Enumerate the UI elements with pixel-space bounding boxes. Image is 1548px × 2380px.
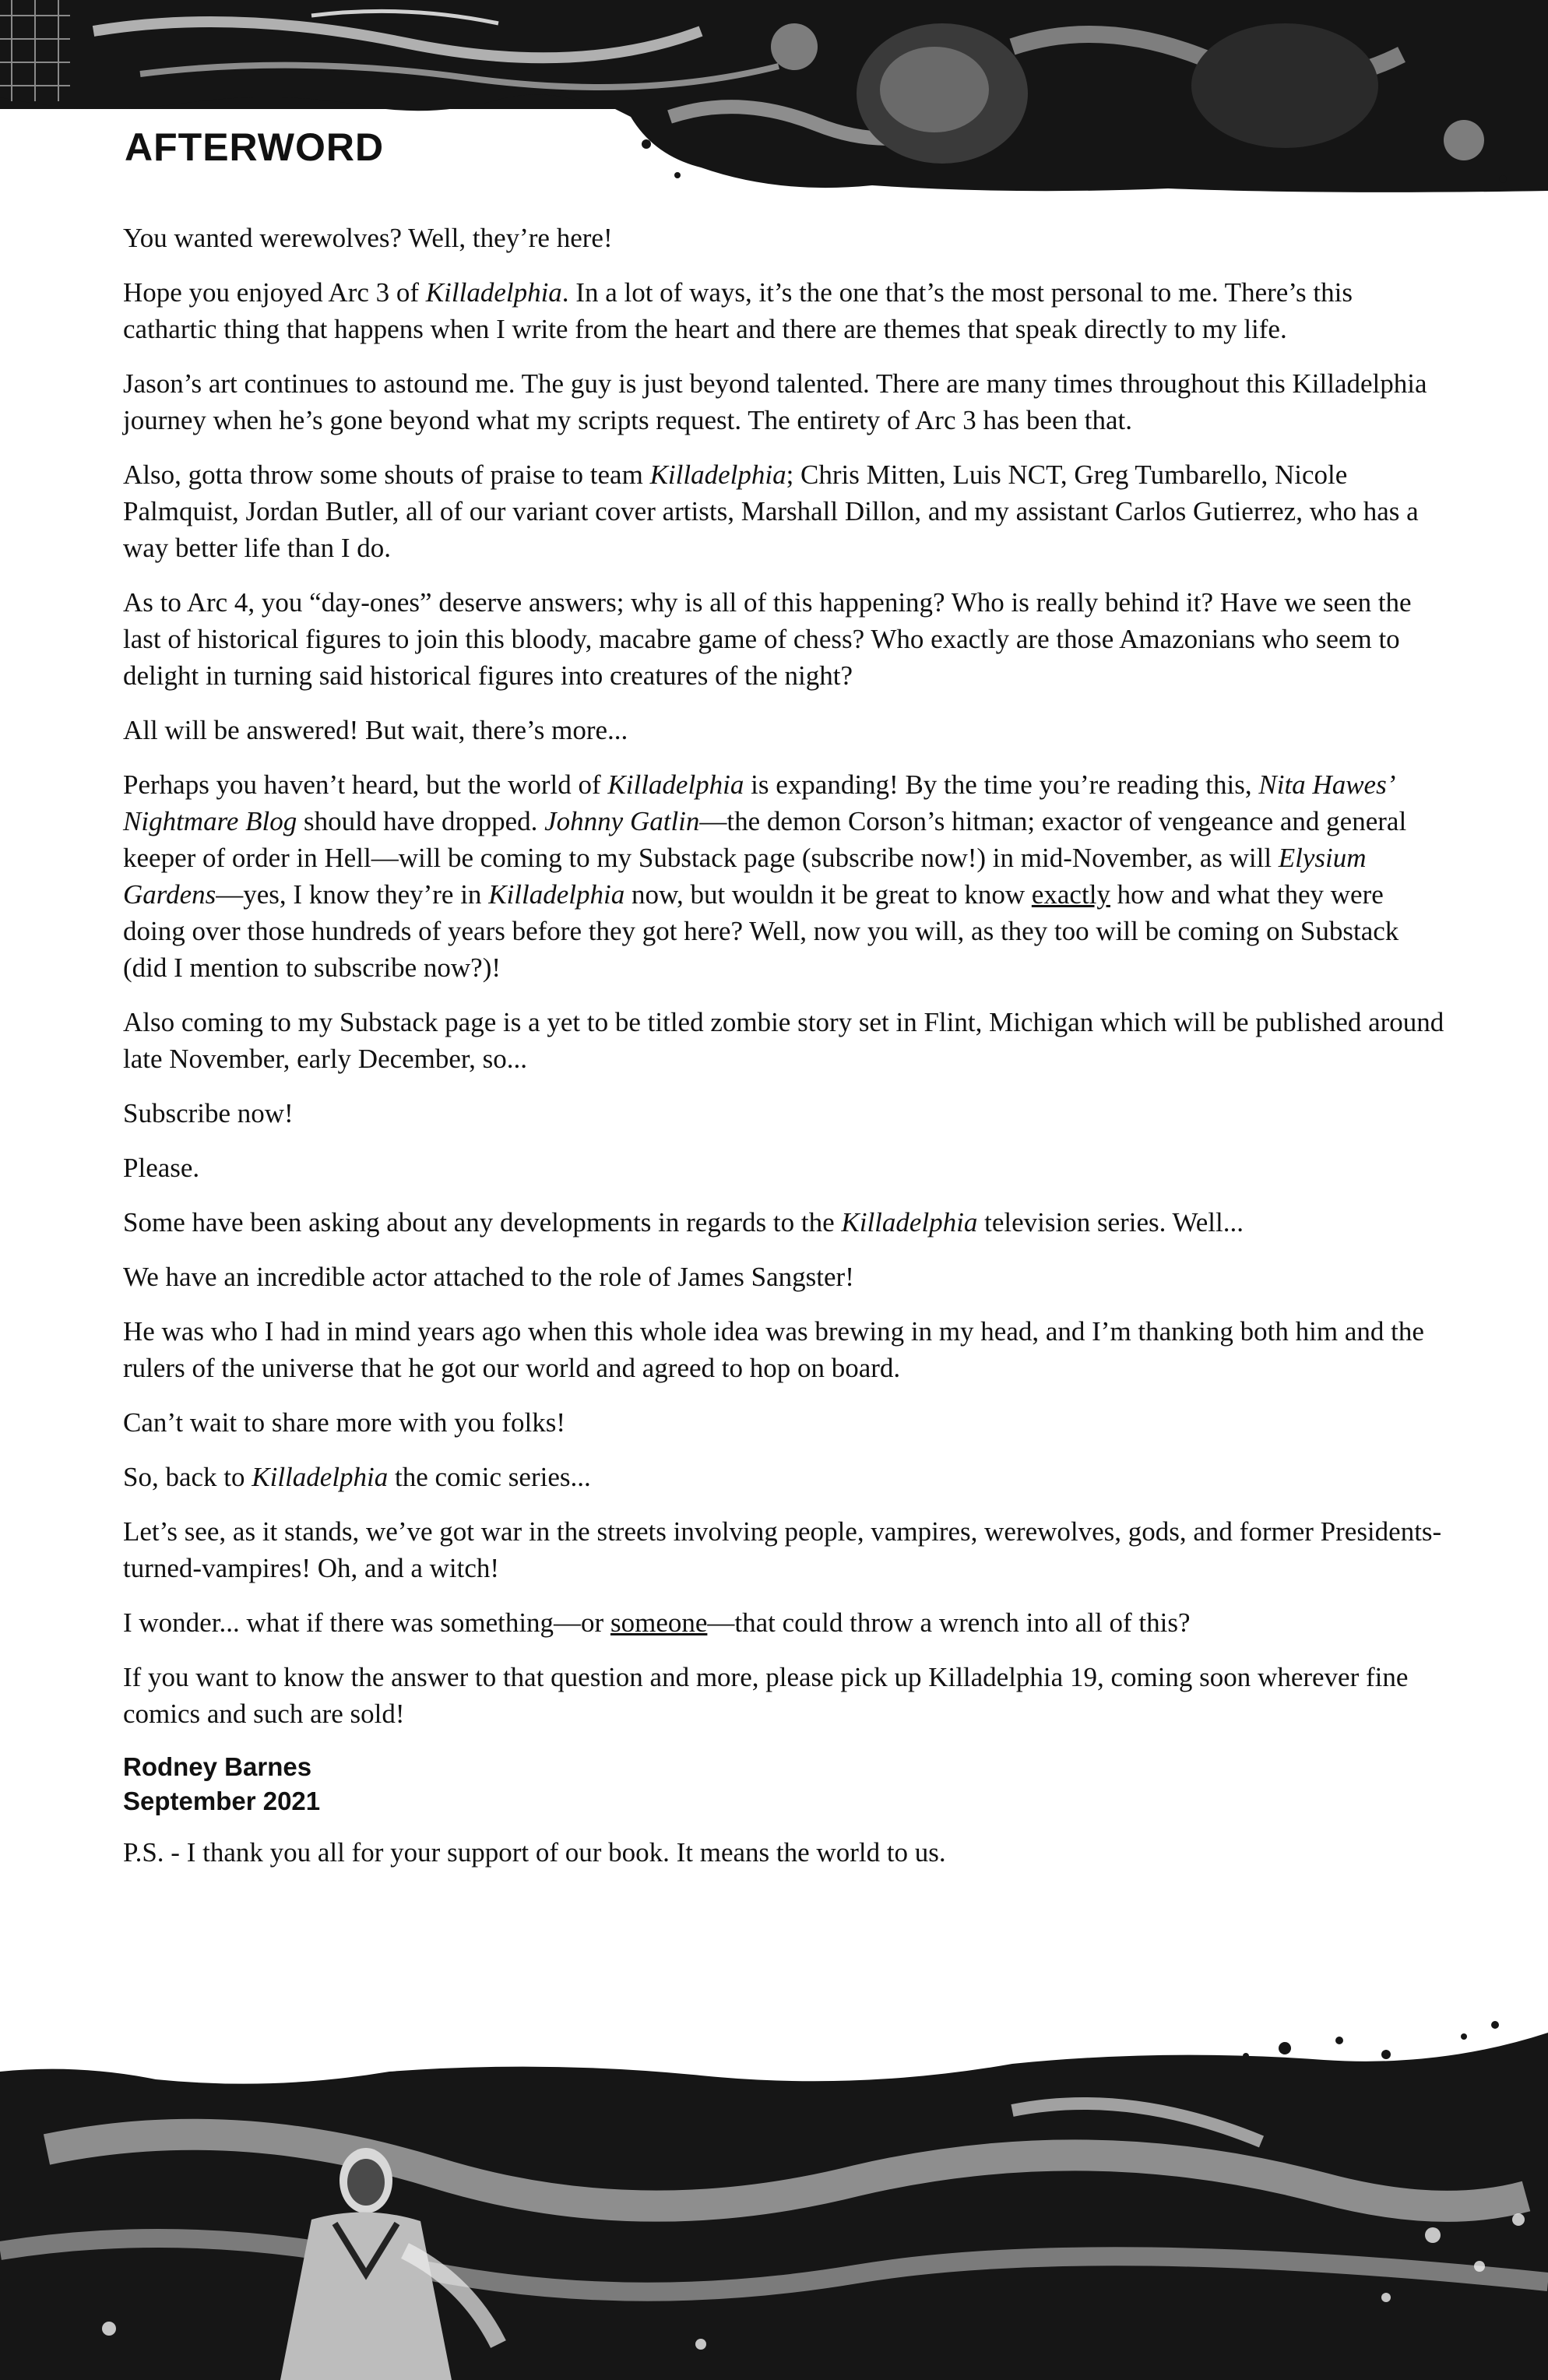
page-title: AFTERWORD — [125, 125, 385, 169]
italic-text: Killadelphia — [841, 1207, 978, 1238]
text-run: If you want to know the answer to that question and more, please pick up Killadelphia 19, coming soon wherever fine comics and such are sold! — [123, 1662, 1409, 1729]
paragraph-list — [123, 220, 1447, 1732]
paragraph — [123, 1259, 1447, 1295]
paragraph — [123, 1459, 1447, 1495]
text-run: Jason’s art continues to astound me. The guy is just beyond talented. There are many times throughout this Killadelphia journey when he’s gone beyond what my scripts request. The entirety of Arc 3 has been that. — [123, 368, 1427, 435]
text-run: Subscribe now! — [123, 1098, 294, 1128]
paragraph — [123, 1095, 1447, 1132]
paragraph — [123, 274, 1447, 347]
text-run: Let’s see, as it stands, we’ve got war in the streets involving people, vampires, werewolves, gods, and former Presidents-turned-vampires! Oh, and a witch! — [123, 1516, 1442, 1583]
text-run: Also, gotta throw some shouts of praise to team — [123, 459, 650, 490]
text-run: Perhaps you haven’t heard, but the world of — [123, 769, 608, 800]
italic-text: Killadelphia — [425, 277, 562, 308]
text-run: should have dropped. — [297, 806, 545, 836]
paragraph — [123, 712, 1447, 748]
paragraph — [123, 1204, 1447, 1241]
italic-text: Killadelphia — [488, 879, 625, 910]
afterword-body — [123, 220, 1447, 1889]
text-run: now, but wouldn it be great to know — [624, 879, 1032, 910]
paragraph — [123, 766, 1447, 986]
text-run: —yes, I know they’re in — [216, 879, 489, 910]
text-run: P.S. - I thank you all for your support of our book. It means the world to us. — [123, 1837, 946, 1868]
paragraph — [123, 1313, 1447, 1386]
text-run: You wanted werewolves? Well, they’re here! — [123, 223, 613, 253]
text-run: Can’t wait to share more with you folks! — [123, 1407, 565, 1438]
text-run: the comic series... — [388, 1462, 591, 1492]
text-run: television series. Well... — [977, 1207, 1244, 1238]
underlined-text: exactly — [1031, 879, 1110, 910]
text-run: I wonder... what if there was something—or — [123, 1607, 610, 1638]
text-run: Also coming to my Substack page is a yet to be titled zombie story set in Flint, Michigan which will be published around late November, early December, so... — [123, 1007, 1444, 1074]
paragraph — [123, 1604, 1447, 1641]
paragraph — [123, 584, 1447, 694]
text-run: All will be answered! But wait, there’s more... — [123, 715, 628, 745]
text-run: —that could throw a wrench into all of this? — [707, 1607, 1191, 1638]
author-name: Rodney Barnes — [123, 1752, 312, 1781]
italic-text: Johnny Gatlin — [544, 806, 700, 836]
paragraph — [123, 220, 1447, 256]
paragraph — [123, 1513, 1447, 1586]
paragraph — [123, 1404, 1447, 1441]
italic-text: Elysium Gardens — [123, 843, 1367, 910]
paragraph — [123, 365, 1447, 438]
text-run: As to Arc 4, you “day-ones” deserve answers; why is all of this happening? Who is really behind it? Have we seen the last of historical figures to join this bloody, macabre game of chess? Who exactly are those Amazonians who seem to delight in turning said historical figures into creatures of the night? — [123, 587, 1412, 691]
paragraph — [123, 1150, 1447, 1186]
signature-block — [123, 1750, 1447, 1818]
underlined-text: someone — [610, 1607, 708, 1638]
italic-text: Nita Hawes’ Nightmare Blog — [123, 769, 1393, 836]
text-run: . In a lot of ways, it’s the one that’s the most personal to me. There’s this cathartic thing that happens when I write from the heart and there are themes that speak directly to my life. — [123, 277, 1353, 344]
text-run: So, back to — [123, 1462, 252, 1492]
text-run: He was who I had in mind years ago when this whole idea was brewing in my head, and I’m thanking both him and the rulers of the universe that he got our world and agreed to hop on board. — [123, 1316, 1424, 1383]
paragraph — [123, 1004, 1447, 1077]
paragraph — [123, 1659, 1447, 1732]
italic-text: Killadelphia — [607, 769, 744, 800]
text-run: ; Chris Mitten, Luis NCT, Greg Tumbarello, Nicole Palmquist, Jordan Butler, all of our variant cover artists, Marshall Dillon, and my assistant Carlos Gutierrez, who has a way better life than I do. — [123, 459, 1419, 563]
postscript — [123, 1834, 1447, 1871]
text-run: how and what they were doing over those hundreds of years before they got here? Well, now you will, as they too will be coming on Substack (did I mention to subscribe now?)! — [123, 879, 1399, 983]
italic-text: Killadelphia — [649, 459, 786, 490]
signature-date: September 2021 — [123, 1787, 321, 1815]
text-run: Please. — [123, 1153, 200, 1183]
text-run: is expanding! By the time you’re reading this, — [744, 769, 1259, 800]
text-run: We have an incredible actor attached to the role of James Sangster! — [123, 1262, 854, 1292]
bottom-artwork-banner — [0, 2017, 1548, 2380]
text-run: Hope you enjoyed Arc 3 of — [123, 277, 426, 308]
text-run: Some have been asking about any developments in regards to the — [123, 1207, 842, 1238]
paragraph — [123, 456, 1447, 566]
text-run: —the demon Corson’s hitman; exactor of vengeance and general keeper of order in Hell—will be coming to my Substack page (subscribe now!) in mid-November, as will — [123, 806, 1407, 873]
italic-text: Killadelphia — [252, 1462, 389, 1492]
